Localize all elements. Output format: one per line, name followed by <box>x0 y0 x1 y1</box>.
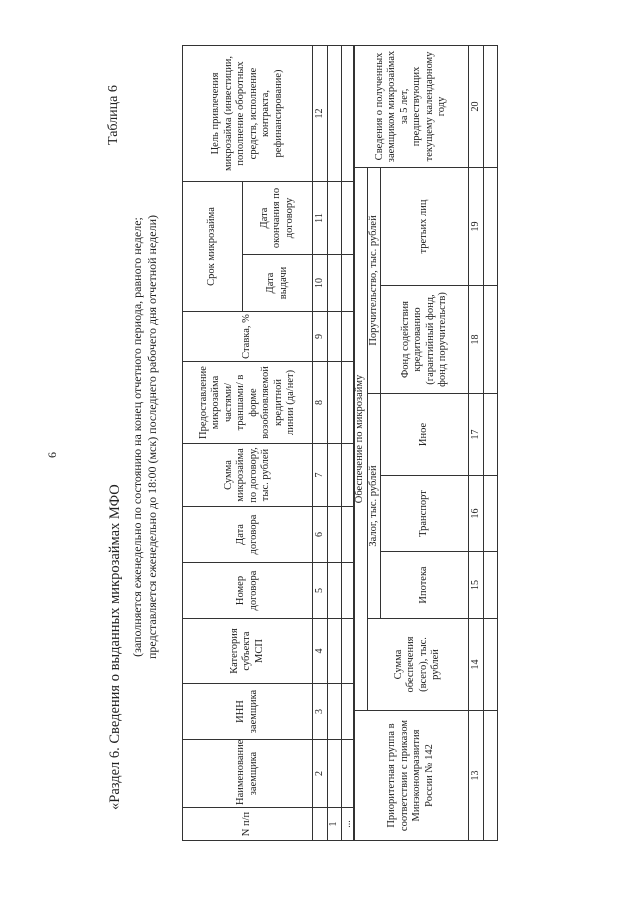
header-group-cell: Поручительство, тыс. рублей <box>367 167 381 393</box>
table-cell <box>484 45 498 167</box>
header-cell: ИНН заемщика <box>183 684 313 740</box>
header-group-cell: Обеспечение по микрозайму <box>354 167 368 710</box>
header-cell: Предоставление микрозайма частями/ траншами/ в форме возобновляемой кредитной линии (да/нет) <box>183 362 313 444</box>
table-cell <box>484 711 498 841</box>
header-cell: Ставка, % <box>183 312 313 362</box>
table-cell <box>328 619 342 684</box>
table-cell <box>484 476 498 552</box>
column-number: 17 <box>469 394 484 476</box>
column-number: 4 <box>313 619 328 684</box>
header-cell: Иное <box>381 394 469 476</box>
header-cell: N п/п <box>183 808 313 841</box>
column-number: 6 <box>313 507 328 563</box>
row-number: 1 <box>328 808 342 841</box>
table-cell <box>328 444 342 507</box>
column-number: 10 <box>313 255 328 312</box>
header-cell: Наименование заемщика <box>183 740 313 808</box>
table-cell <box>328 362 342 444</box>
header-cell: Приоритетная группа в соответствии с приказом Минэкономразвития России № 142 <box>354 711 469 841</box>
table-cell <box>328 255 342 312</box>
security-table <box>353 45 498 841</box>
header-cell: третьих лиц <box>381 167 469 285</box>
table-cell <box>484 167 498 285</box>
header-cell: Цель привлечения микрозайма (инвестиции, пополнение оборотных средств, исполнение контракта, рефинансирование) <box>183 45 313 181</box>
table-cell <box>484 619 498 711</box>
loans-table <box>182 45 355 841</box>
column-number: 7 <box>313 444 328 507</box>
table-row <box>484 45 498 840</box>
header-cell: Дата договора <box>183 507 313 563</box>
table-cell <box>484 394 498 476</box>
header-cell: Транспорт <box>381 476 469 552</box>
column-number: 11 <box>313 181 328 254</box>
header-cell: Категория субъекта МСП <box>183 619 313 684</box>
header-cell: Фонд содействия кредитованию (гарантийный фонд, фонд поручительств) <box>381 286 469 394</box>
header-group-cell: Срок микрозайма <box>183 181 243 311</box>
header-cell: Дата окончания по договору <box>243 181 313 254</box>
subtitle-line: (заполняется еженедельно по состоянию на конец отчетного периода, равного неделе; <box>130 217 144 657</box>
header-cell: Сумма микрозайма по договору, тыс. рублей <box>183 444 313 507</box>
header-cell: Номер договора <box>183 563 313 619</box>
column-number <box>313 808 328 841</box>
table-cell <box>484 286 498 394</box>
column-number: 20 <box>469 45 484 167</box>
table-cell <box>328 740 342 808</box>
column-number: 19 <box>469 167 484 285</box>
column-number: 13 <box>469 711 484 841</box>
column-number: 14 <box>469 619 484 711</box>
table-cell <box>328 312 342 362</box>
header-cell: Сумма обеспечения (всего), тыс. рублей <box>367 619 469 711</box>
column-number: 5 <box>313 563 328 619</box>
header-cell: Сведения о полученных заемщиком микрозаймах за 5 лет, предшествующих текущему календарному году <box>354 45 469 167</box>
column-number: 2 <box>313 740 328 808</box>
column-number: 15 <box>469 552 484 619</box>
section-subtitle <box>130 87 160 787</box>
header-cell: Ипотека <box>381 552 469 619</box>
table-cell <box>328 563 342 619</box>
header-group-cell: Залог, тыс. рублей <box>367 394 381 619</box>
page-number: 6 <box>45 452 59 458</box>
column-number: 8 <box>313 362 328 444</box>
table-cell <box>328 45 342 181</box>
section-title: «Раздел 6. Сведения о выданных микрозаймах МФО <box>107 484 123 810</box>
column-number: 18 <box>469 286 484 394</box>
column-number: 9 <box>313 312 328 362</box>
table-row <box>328 45 342 840</box>
row-number: ... <box>341 808 355 841</box>
header-cell: Дата выдачи <box>243 255 313 312</box>
table-label: Таблица 6 <box>106 85 121 145</box>
column-number: 12 <box>313 45 328 181</box>
column-number: 3 <box>313 684 328 740</box>
subtitle-line: представляется еженедельно до 18:00 (мск) последнего рабочего дня отчетной недели) <box>145 215 159 659</box>
table-cell <box>328 507 342 563</box>
column-number: 16 <box>469 476 484 552</box>
table-cell <box>484 552 498 619</box>
table-cell <box>328 181 342 254</box>
table-cell <box>328 684 342 740</box>
